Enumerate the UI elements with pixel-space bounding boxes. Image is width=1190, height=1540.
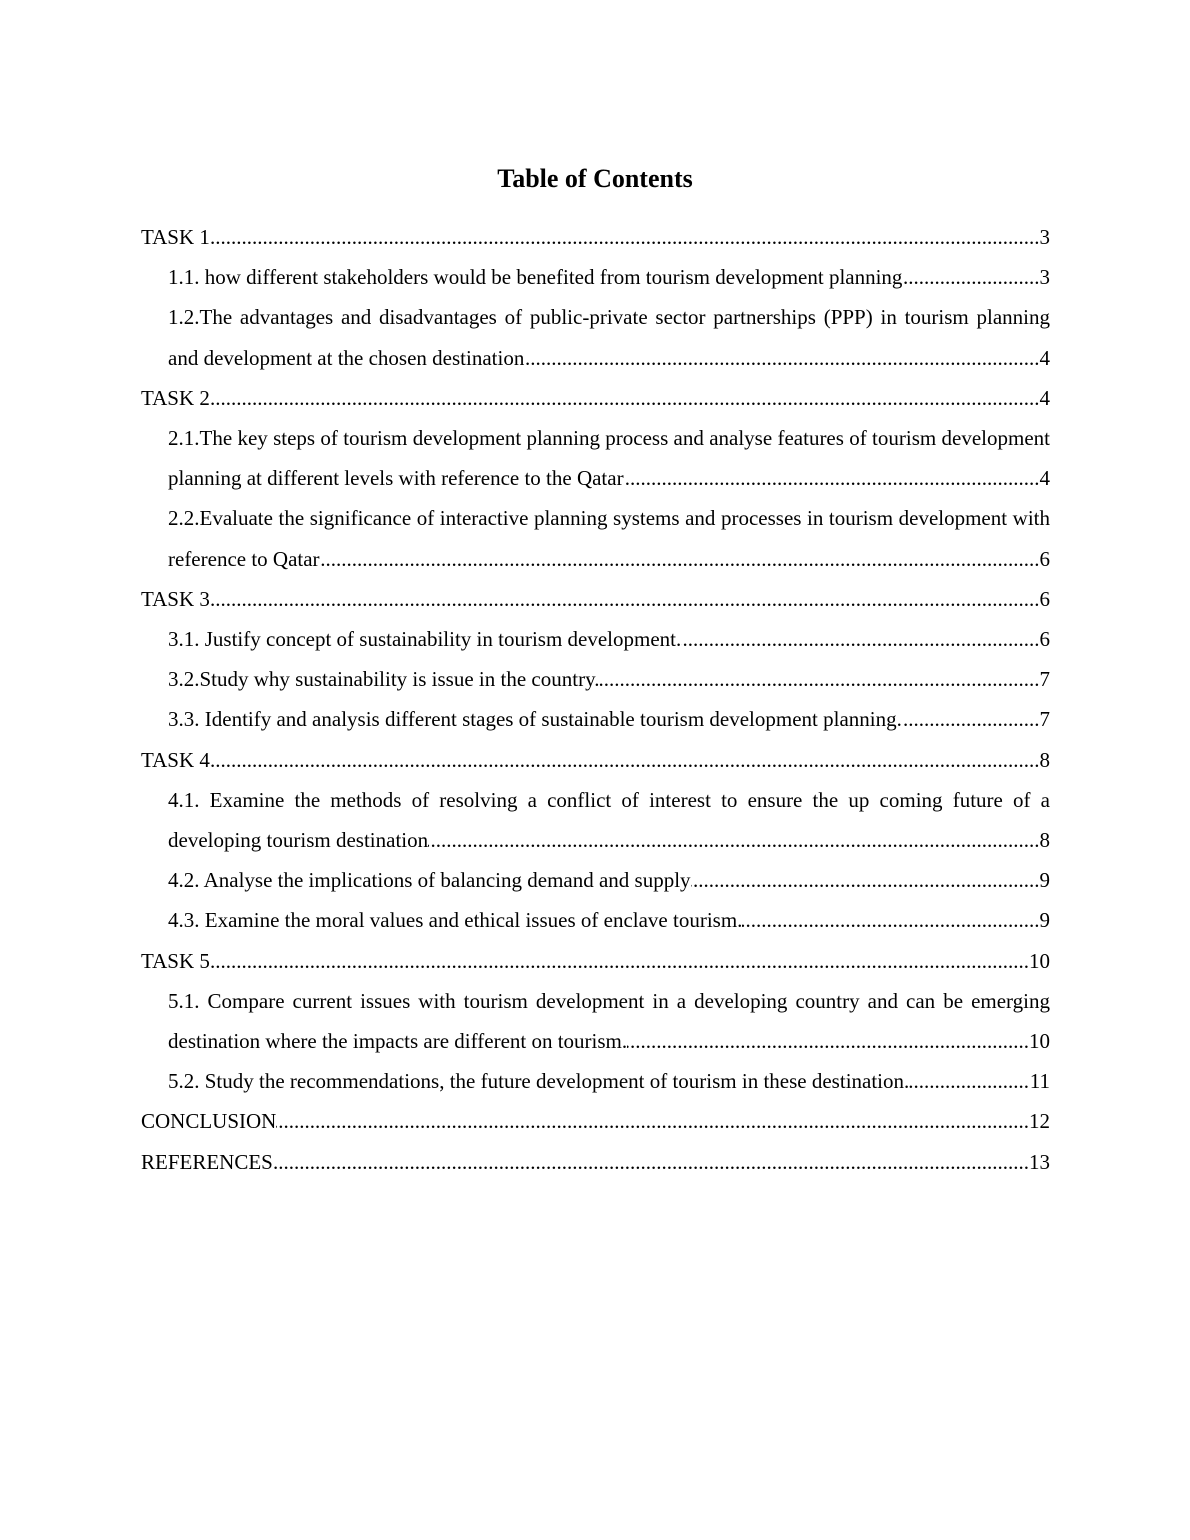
toc-entry-text: TASK 5 (141, 948, 210, 973)
toc-entry-text: CONCLUSION (141, 1109, 277, 1134)
toc-entry-task-1[interactable] (141, 217, 1050, 257)
table-of-contents (141, 217, 1050, 1182)
toc-entry-text: 3.2.Study why sustainability is issue in the country. (168, 667, 600, 692)
toc-entry-4-1[interactable] (141, 780, 1050, 860)
toc-entry-text: 4.1. Examine the methods of resolving a conflict of interest to ensure the up coming future of a developing tourism destination (168, 787, 1050, 853)
toc-entry-text: REFERENCES (141, 1149, 273, 1174)
toc-page-number: 6 (1040, 619, 1051, 659)
dot-leader (141, 217, 1050, 257)
toc-entry-text: 3.3. Identify and analysis different stages of sustainable tourism development planning. (168, 707, 902, 732)
toc-entry-1-1[interactable] (141, 257, 1050, 297)
toc-entry-2-2[interactable] (141, 498, 1050, 578)
toc-entry-5-2[interactable] (141, 1061, 1050, 1101)
page-title: Table of Contents (497, 164, 693, 193)
toc-entry-text: 1.1. how different stakeholders would be benefited from tourism development planning (168, 265, 903, 290)
toc-page-number: 8 (1040, 740, 1051, 780)
toc-entry-text: 3.1. Justify concept of sustainability in tourism development. (168, 627, 682, 652)
dot-leader (141, 579, 1050, 619)
toc-entry-5-1[interactable] (141, 981, 1050, 1061)
toc-entry-references[interactable] (141, 1142, 1050, 1182)
toc-entry-text: 1.2.The advantages and disadvantages of public-private sector partnerships (PPP) in tourism planning and development at the chosen destination (168, 305, 1050, 370)
dot-leader (141, 1101, 1050, 1141)
toc-page-number: 9 (1040, 860, 1051, 900)
toc-entry-text: TASK 4 (141, 747, 210, 772)
toc-entry-task-4[interactable] (141, 740, 1050, 780)
dot-leader (141, 1142, 1050, 1182)
toc-page-number: 4 (1040, 378, 1051, 418)
toc-entry-text: 2.1.The key steps of tourism development planning process and analyse features of tourism development planning at different levels with reference to the Qatar (168, 426, 1050, 491)
toc-entry-text: TASK 2 (141, 385, 210, 410)
toc-entry-3-2[interactable] (141, 659, 1050, 699)
toc-page-number: 4 (1040, 458, 1051, 498)
toc-entry-4-2[interactable] (141, 860, 1050, 900)
toc-page-number: 10 (1029, 941, 1050, 981)
toc-entry-text: 4.2. Analyse the implications of balancing demand and supply (168, 868, 691, 893)
toc-entry-conclusion[interactable] (141, 1101, 1050, 1141)
toc-page-number: 6 (1040, 539, 1051, 579)
dot-leader (141, 378, 1050, 418)
toc-entry-text: 2.2.Evaluate the significance of interactive planning systems and processes in tourism development with reference to Qatar (168, 506, 1050, 571)
toc-page-number: 7 (1040, 659, 1051, 699)
toc-entry-text: 5.1. Compare current issues with tourism development in a developing country and can be emerging destination where the impacts are different on tourism. (168, 988, 1050, 1054)
dot-leader (141, 740, 1050, 780)
toc-entry-4-3[interactable] (141, 900, 1050, 940)
dot-leader (141, 941, 1050, 981)
toc-page-number: 7 (1040, 699, 1051, 739)
toc-entry-text: TASK 3 (141, 586, 210, 611)
toc-entry-task-2[interactable] (141, 378, 1050, 418)
toc-page-number: 8 (1040, 820, 1051, 860)
toc-entry-text: TASK 1 (141, 225, 210, 249)
toc-page-number: 9 (1040, 900, 1051, 940)
toc-page-number: 3 (1040, 257, 1051, 297)
toc-entry-text: 5.2. Study the recommendations, the future development of tourism in these destination. (168, 1069, 910, 1094)
toc-entry-2-1[interactable] (141, 418, 1050, 498)
toc-page-number: 6 (1040, 579, 1051, 619)
toc-entry-task-5[interactable] (141, 941, 1050, 981)
toc-page-number: 3 (1040, 217, 1051, 257)
toc-entry-task-3[interactable] (141, 579, 1050, 619)
toc-page-number: 11 (1030, 1061, 1050, 1101)
toc-entry-text: 4.3. Examine the moral values and ethical issues of enclave tourism. (168, 908, 743, 933)
toc-page-number: 12 (1029, 1101, 1050, 1141)
toc-entry-3-3[interactable] (141, 699, 1050, 739)
toc-entry-3-1[interactable] (141, 619, 1050, 659)
toc-page-number: 13 (1029, 1142, 1050, 1182)
toc-entry-1-2[interactable] (141, 297, 1050, 377)
toc-page-number: 4 (1040, 338, 1051, 378)
toc-page-number: 10 (1029, 1021, 1050, 1061)
